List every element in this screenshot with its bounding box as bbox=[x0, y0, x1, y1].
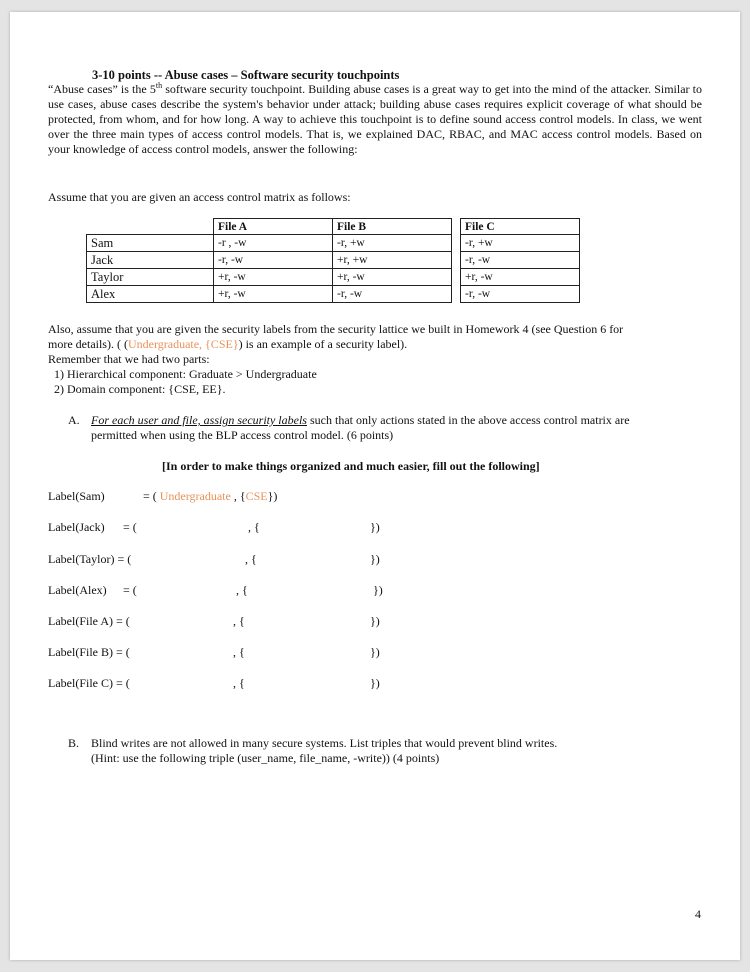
matrix-gap bbox=[452, 219, 461, 235]
matrix-row bbox=[87, 252, 580, 269]
also-line-1: Also, assume that you are given the security labels from the security lattice we built in Homework 4 (see Question 6 for bbox=[48, 322, 624, 336]
label-file-c-name: Label(File C) = ( bbox=[48, 676, 130, 690]
label-alex-sep: , { bbox=[236, 583, 248, 597]
part-a-underlined: For each user and file, assign security labels bbox=[91, 413, 307, 427]
also-line-2-end: ) is an example of a security label). bbox=[238, 337, 408, 351]
matrix-user: Alex bbox=[87, 286, 214, 303]
label-alex-close: }) bbox=[373, 583, 383, 597]
also-line-2 bbox=[48, 337, 407, 352]
label-jack-open: = ( bbox=[123, 520, 137, 534]
matrix-cell: -r , -w bbox=[214, 235, 333, 252]
matrix-user: Jack bbox=[87, 252, 214, 269]
matrix-header-file-a: File A bbox=[214, 219, 333, 235]
intro-paragraph bbox=[48, 82, 702, 157]
label-file-c-close: }) bbox=[370, 676, 380, 690]
matrix-cell: +r, -w bbox=[214, 286, 333, 303]
matrix-cell: -r, -w bbox=[333, 286, 452, 303]
label-domain: CSE bbox=[245, 489, 268, 503]
part-a-line-1 bbox=[91, 413, 630, 428]
matrix-corner bbox=[87, 219, 214, 235]
instruction-line: [In order to make things organized and much easier, fill out the following] bbox=[162, 459, 540, 473]
label-file-c-sep: , { bbox=[233, 676, 245, 690]
label-taylor-name: Label(Taylor) = ( bbox=[48, 552, 132, 566]
document-page bbox=[10, 12, 740, 960]
label-alex-name: Label(Alex) bbox=[48, 583, 107, 597]
example-label-highlight: Undergraduate, {CSE} bbox=[127, 337, 239, 351]
label-taylor-sep: , { bbox=[245, 552, 257, 566]
question-heading: 3-10 points -- Abuse cases – Software security touchpoints bbox=[92, 68, 400, 82]
access-control-matrix bbox=[86, 218, 580, 303]
matrix-row bbox=[87, 235, 580, 252]
label-file-a-sep: , { bbox=[233, 614, 245, 628]
component-item-2: 2) Domain component: {CSE, EE}. bbox=[54, 382, 226, 396]
matrix-cell: +r, -w bbox=[333, 269, 452, 286]
label-open: = ( bbox=[143, 489, 157, 503]
label-sam-value bbox=[143, 489, 277, 504]
label-sep: , { bbox=[233, 489, 246, 503]
label-jack-name: Label(Jack) bbox=[48, 520, 105, 534]
matrix-cell: +r, +w bbox=[333, 252, 452, 269]
label-jack-sep: , { bbox=[248, 520, 260, 534]
label-file-b-sep: , { bbox=[233, 645, 245, 659]
part-b-line-1: Blind writes are not allowed in many secure systems. List triples that would prevent blind writes. bbox=[91, 736, 558, 750]
assume-line: Assume that you are given an access control matrix as follows: bbox=[48, 190, 351, 204]
label-jack-close: }) bbox=[370, 520, 380, 534]
matrix-cell: -r, -w bbox=[461, 252, 580, 269]
matrix-row bbox=[87, 269, 580, 286]
matrix-cell: -r, +w bbox=[333, 235, 452, 252]
matrix-user: Taylor bbox=[87, 269, 214, 286]
part-a-rest: such that only actions stated in the above access control matrix are bbox=[306, 413, 630, 427]
label-file-a-name: Label(File A) = ( bbox=[48, 614, 130, 628]
matrix-cell: +r, -w bbox=[461, 269, 580, 286]
matrix-user: Sam bbox=[87, 235, 214, 252]
label-sam-name: Label(Sam) bbox=[48, 489, 105, 503]
matrix-gap bbox=[452, 252, 461, 269]
page-number: 4 bbox=[695, 907, 701, 921]
matrix-cell: -r, +w bbox=[461, 235, 580, 252]
part-b-line-2: (Hint: use the following triple (user_name, file_name, -write)) (4 points) bbox=[91, 751, 440, 765]
label-close: }) bbox=[267, 489, 278, 503]
part-b-letter: B. bbox=[68, 736, 80, 750]
matrix-gap bbox=[452, 269, 461, 286]
matrix-cell: +r, -w bbox=[214, 269, 333, 286]
part-a-line-2: permitted when using the BLP access control model. (6 points) bbox=[91, 428, 394, 442]
label-taylor-close: }) bbox=[370, 552, 380, 566]
matrix-cell: -r, -w bbox=[461, 286, 580, 303]
matrix-header-file-c: File C bbox=[461, 219, 580, 235]
matrix-header-row bbox=[87, 219, 580, 235]
label-file-b-close: }) bbox=[370, 645, 380, 659]
matrix-gap bbox=[452, 286, 461, 303]
ordinal-superscript: th bbox=[155, 81, 163, 90]
also-line-2-start: more details). ( ( bbox=[48, 337, 128, 351]
label-file-b-name: Label(File B) = ( bbox=[48, 645, 130, 659]
matrix-row bbox=[87, 286, 580, 303]
label-file-a-close: }) bbox=[370, 614, 380, 628]
component-item-1: 1) Hierarchical component: Graduate > Undergraduate bbox=[54, 367, 317, 381]
intro-text-start: “Abuse cases” is the 5 bbox=[48, 82, 156, 96]
matrix-gap bbox=[452, 235, 461, 252]
part-a-letter: A. bbox=[68, 413, 80, 427]
label-alex-open: = ( bbox=[123, 583, 137, 597]
matrix-header-file-b: File B bbox=[333, 219, 452, 235]
also-line-3: Remember that we had two parts: bbox=[48, 352, 210, 366]
intro-text-rest: software security touchpoint. Building abuse cases is a great way to get into the mind of the attacker. Similar to use cases, abuse cases describe the system's behavior under attack; building abuse cases requires explicit coverage of what should be protected, from whom, and for how long. A way to achieve this touchpoint is to define sound access control models. In class, we went over the three main types of access control models. That is, we explained DAC, RBAC, and MAC access control models. Based on your knowledge of access control models, answer the following: bbox=[48, 82, 702, 156]
matrix-cell: -r, -w bbox=[214, 252, 333, 269]
label-level: Undergraduate bbox=[159, 489, 231, 503]
